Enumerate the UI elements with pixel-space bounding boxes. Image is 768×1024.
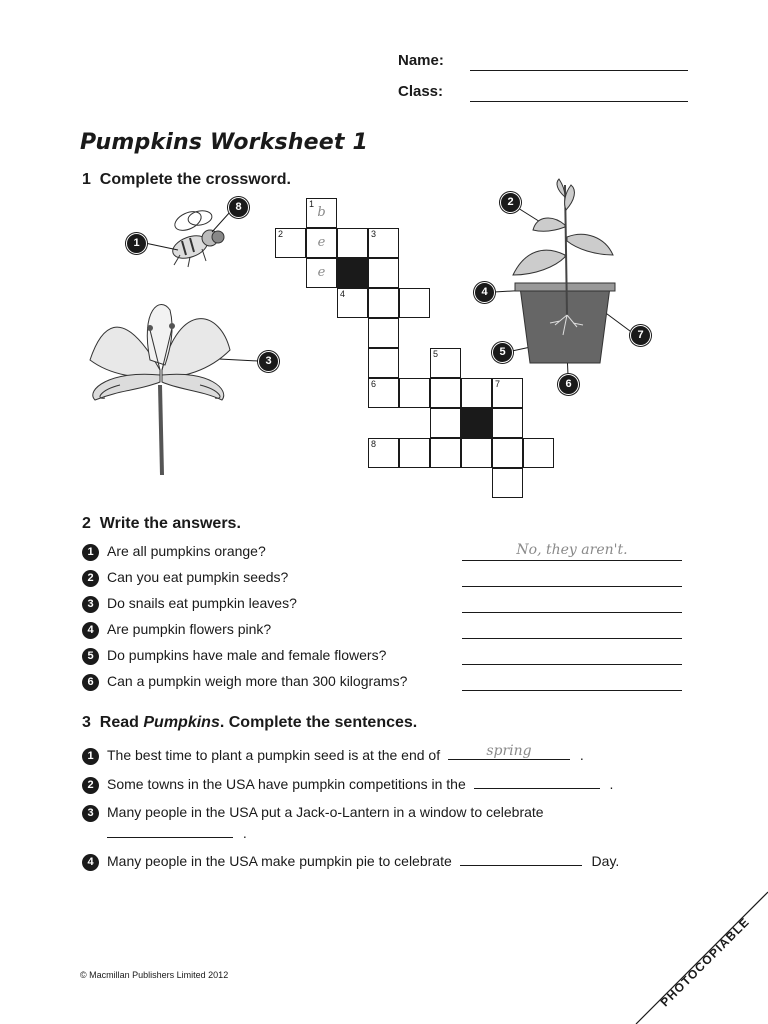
sentence-4-number: 4 — [82, 854, 99, 871]
sentence-1 — [82, 745, 584, 765]
bee-illustration — [160, 205, 240, 275]
photocopiable-label: PHOTOCOPIABLE — [657, 914, 753, 1010]
sentence-3-cont — [107, 823, 247, 843]
section1-title: Complete the crossword. — [99, 171, 291, 188]
question-text: Can you eat pumpkin seeds? — [107, 569, 289, 585]
crossword-cell[interactable] — [430, 378, 461, 408]
crossword-cell[interactable] — [461, 378, 492, 408]
question-number: 6 — [82, 674, 99, 691]
crossword-cell[interactable] — [523, 438, 554, 468]
answer-line[interactable] — [462, 690, 682, 691]
callout-7: 7 — [630, 325, 651, 346]
question-text: Do snails eat pumpkin leaves? — [107, 595, 297, 611]
question-number: 4 — [82, 622, 99, 639]
sentence-3-number: 3 — [82, 805, 99, 822]
class-field[interactable] — [470, 101, 688, 102]
callout-2: 2 — [500, 192, 521, 213]
section3-title-suffix: . Complete the sentences. — [219, 714, 418, 731]
name-field[interactable] — [470, 70, 688, 71]
name-label: Name: — [398, 52, 444, 69]
callout-6: 6 — [558, 374, 579, 395]
crossword-cell[interactable] — [430, 348, 461, 378]
question-text: Are all pumpkins orange? — [107, 543, 266, 559]
question-number: 2 — [82, 570, 99, 587]
question-text: Can a pumpkin weigh more than 300 kilograms? — [107, 673, 408, 689]
crossword-cell[interactable] — [368, 258, 399, 288]
sentence-3-after: . — [242, 825, 247, 841]
sentence-3 — [82, 802, 682, 822]
crossword-letter: e — [317, 265, 326, 280]
question-text: Do pumpkins have male and female flowers? — [107, 647, 387, 663]
question-2 — [82, 567, 288, 587]
sentence-2-blank[interactable] — [474, 774, 600, 789]
flower-illustration — [80, 290, 235, 480]
crossword-cell[interactable] — [492, 378, 523, 408]
crossword-cell[interactable] — [492, 408, 523, 438]
sentence-1-text: The best time to plant a pumpkin seed is at the end of — [107, 747, 441, 763]
crossword-black-cell — [337, 258, 368, 288]
sentence-3-text: Many people in the USA put a Jack-o-Lantern in a window to celebrate — [107, 804, 544, 820]
sentence-1-answer: spring — [486, 743, 532, 759]
crossword-letter: e — [317, 235, 326, 250]
crossword-clue-number: 3 — [371, 229, 377, 239]
crossword-cell[interactable] — [461, 438, 492, 468]
crossword-clue-number: 7 — [495, 379, 501, 389]
callout-1: 1 — [126, 233, 147, 254]
section2-number: 2 — [82, 515, 91, 532]
crossword-cell[interactable] — [430, 438, 461, 468]
crossword-clue-number: 5 — [433, 349, 439, 359]
crossword-cell[interactable] — [430, 408, 461, 438]
section1-number: 1 — [82, 171, 91, 188]
crossword-black-cell — [461, 408, 492, 438]
sentence-3-blank[interactable] — [107, 823, 233, 838]
answer-line[interactable] — [462, 560, 682, 561]
crossword-cell[interactable] — [306, 258, 337, 288]
crossword-cell[interactable] — [399, 288, 430, 318]
question-1 — [82, 541, 266, 561]
question-5 — [82, 645, 386, 665]
crossword-cell[interactable] — [399, 378, 430, 408]
section3-title-italic: Pumpkins — [143, 714, 220, 731]
question-6 — [82, 671, 407, 691]
crossword-letter: b — [317, 205, 326, 220]
question-number: 1 — [82, 544, 99, 561]
crossword-cell[interactable] — [275, 228, 306, 258]
answer-text: No, they aren't. — [516, 542, 628, 558]
answer-line[interactable] — [462, 586, 682, 587]
callout-4: 4 — [474, 282, 495, 303]
sentence-2-number: 2 — [82, 777, 99, 794]
sentence-4-text: Many people in the USA make pumpkin pie to celebrate — [107, 853, 452, 869]
crossword-cell[interactable] — [337, 228, 368, 258]
page-title: Pumpkins Worksheet 1 — [80, 130, 369, 155]
crossword-cell[interactable] — [368, 228, 399, 258]
section3-heading — [82, 714, 417, 732]
crossword-cell[interactable] — [306, 198, 337, 228]
crossword-cell[interactable] — [492, 438, 523, 468]
sentence-4-after: Day. — [591, 853, 620, 869]
crossword-clue-number: 8 — [371, 439, 377, 449]
answer-line[interactable] — [462, 638, 682, 639]
crossword-clue-number: 1 — [309, 199, 315, 209]
section2-heading — [82, 515, 241, 533]
crossword-cell[interactable] — [399, 438, 430, 468]
sentence-1-after: . — [579, 747, 584, 763]
question-3 — [82, 593, 297, 613]
crossword-cell[interactable] — [492, 468, 523, 498]
answer-line[interactable] — [462, 612, 682, 613]
sentence-1-number: 1 — [82, 748, 99, 765]
crossword-cell[interactable] — [368, 318, 399, 348]
sentence-4-blank[interactable] — [460, 851, 582, 866]
sentence-2-after: . — [609, 776, 614, 792]
crossword-cell[interactable] — [337, 288, 368, 318]
crossword-clue-number: 6 — [371, 379, 377, 389]
sentence-1-blank[interactable] — [448, 745, 570, 760]
question-text: Are pumpkin flowers pink? — [107, 621, 272, 637]
answer-line[interactable] — [462, 664, 682, 665]
section3-number: 3 — [82, 714, 91, 731]
question-4 — [82, 619, 271, 639]
crossword-cell[interactable] — [368, 438, 399, 468]
question-number: 3 — [82, 596, 99, 613]
callout-8: 8 — [228, 197, 249, 218]
crossword-cell[interactable] — [368, 288, 399, 318]
section2-title: Write the answers. — [99, 515, 241, 532]
class-label: Class: — [398, 83, 444, 100]
crossword-cell[interactable] — [306, 228, 337, 258]
section1-heading — [82, 171, 291, 189]
sentence-4 — [82, 851, 619, 871]
crossword-cell[interactable] — [368, 378, 399, 408]
sentence-2 — [82, 774, 613, 794]
question-number: 5 — [82, 648, 99, 665]
crossword-cell[interactable] — [368, 348, 399, 378]
sentence-2-text: Some towns in the USA have pumpkin competitions in the — [107, 776, 466, 792]
section3-title-prefix: Read — [99, 714, 144, 731]
callout-3: 3 — [258, 351, 279, 372]
copyright-footer: © Macmillan Publishers Limited 2012 — [80, 970, 229, 980]
callout-5: 5 — [492, 342, 513, 363]
crossword-clue-number: 4 — [340, 289, 346, 299]
crossword-clue-number: 2 — [278, 229, 284, 239]
